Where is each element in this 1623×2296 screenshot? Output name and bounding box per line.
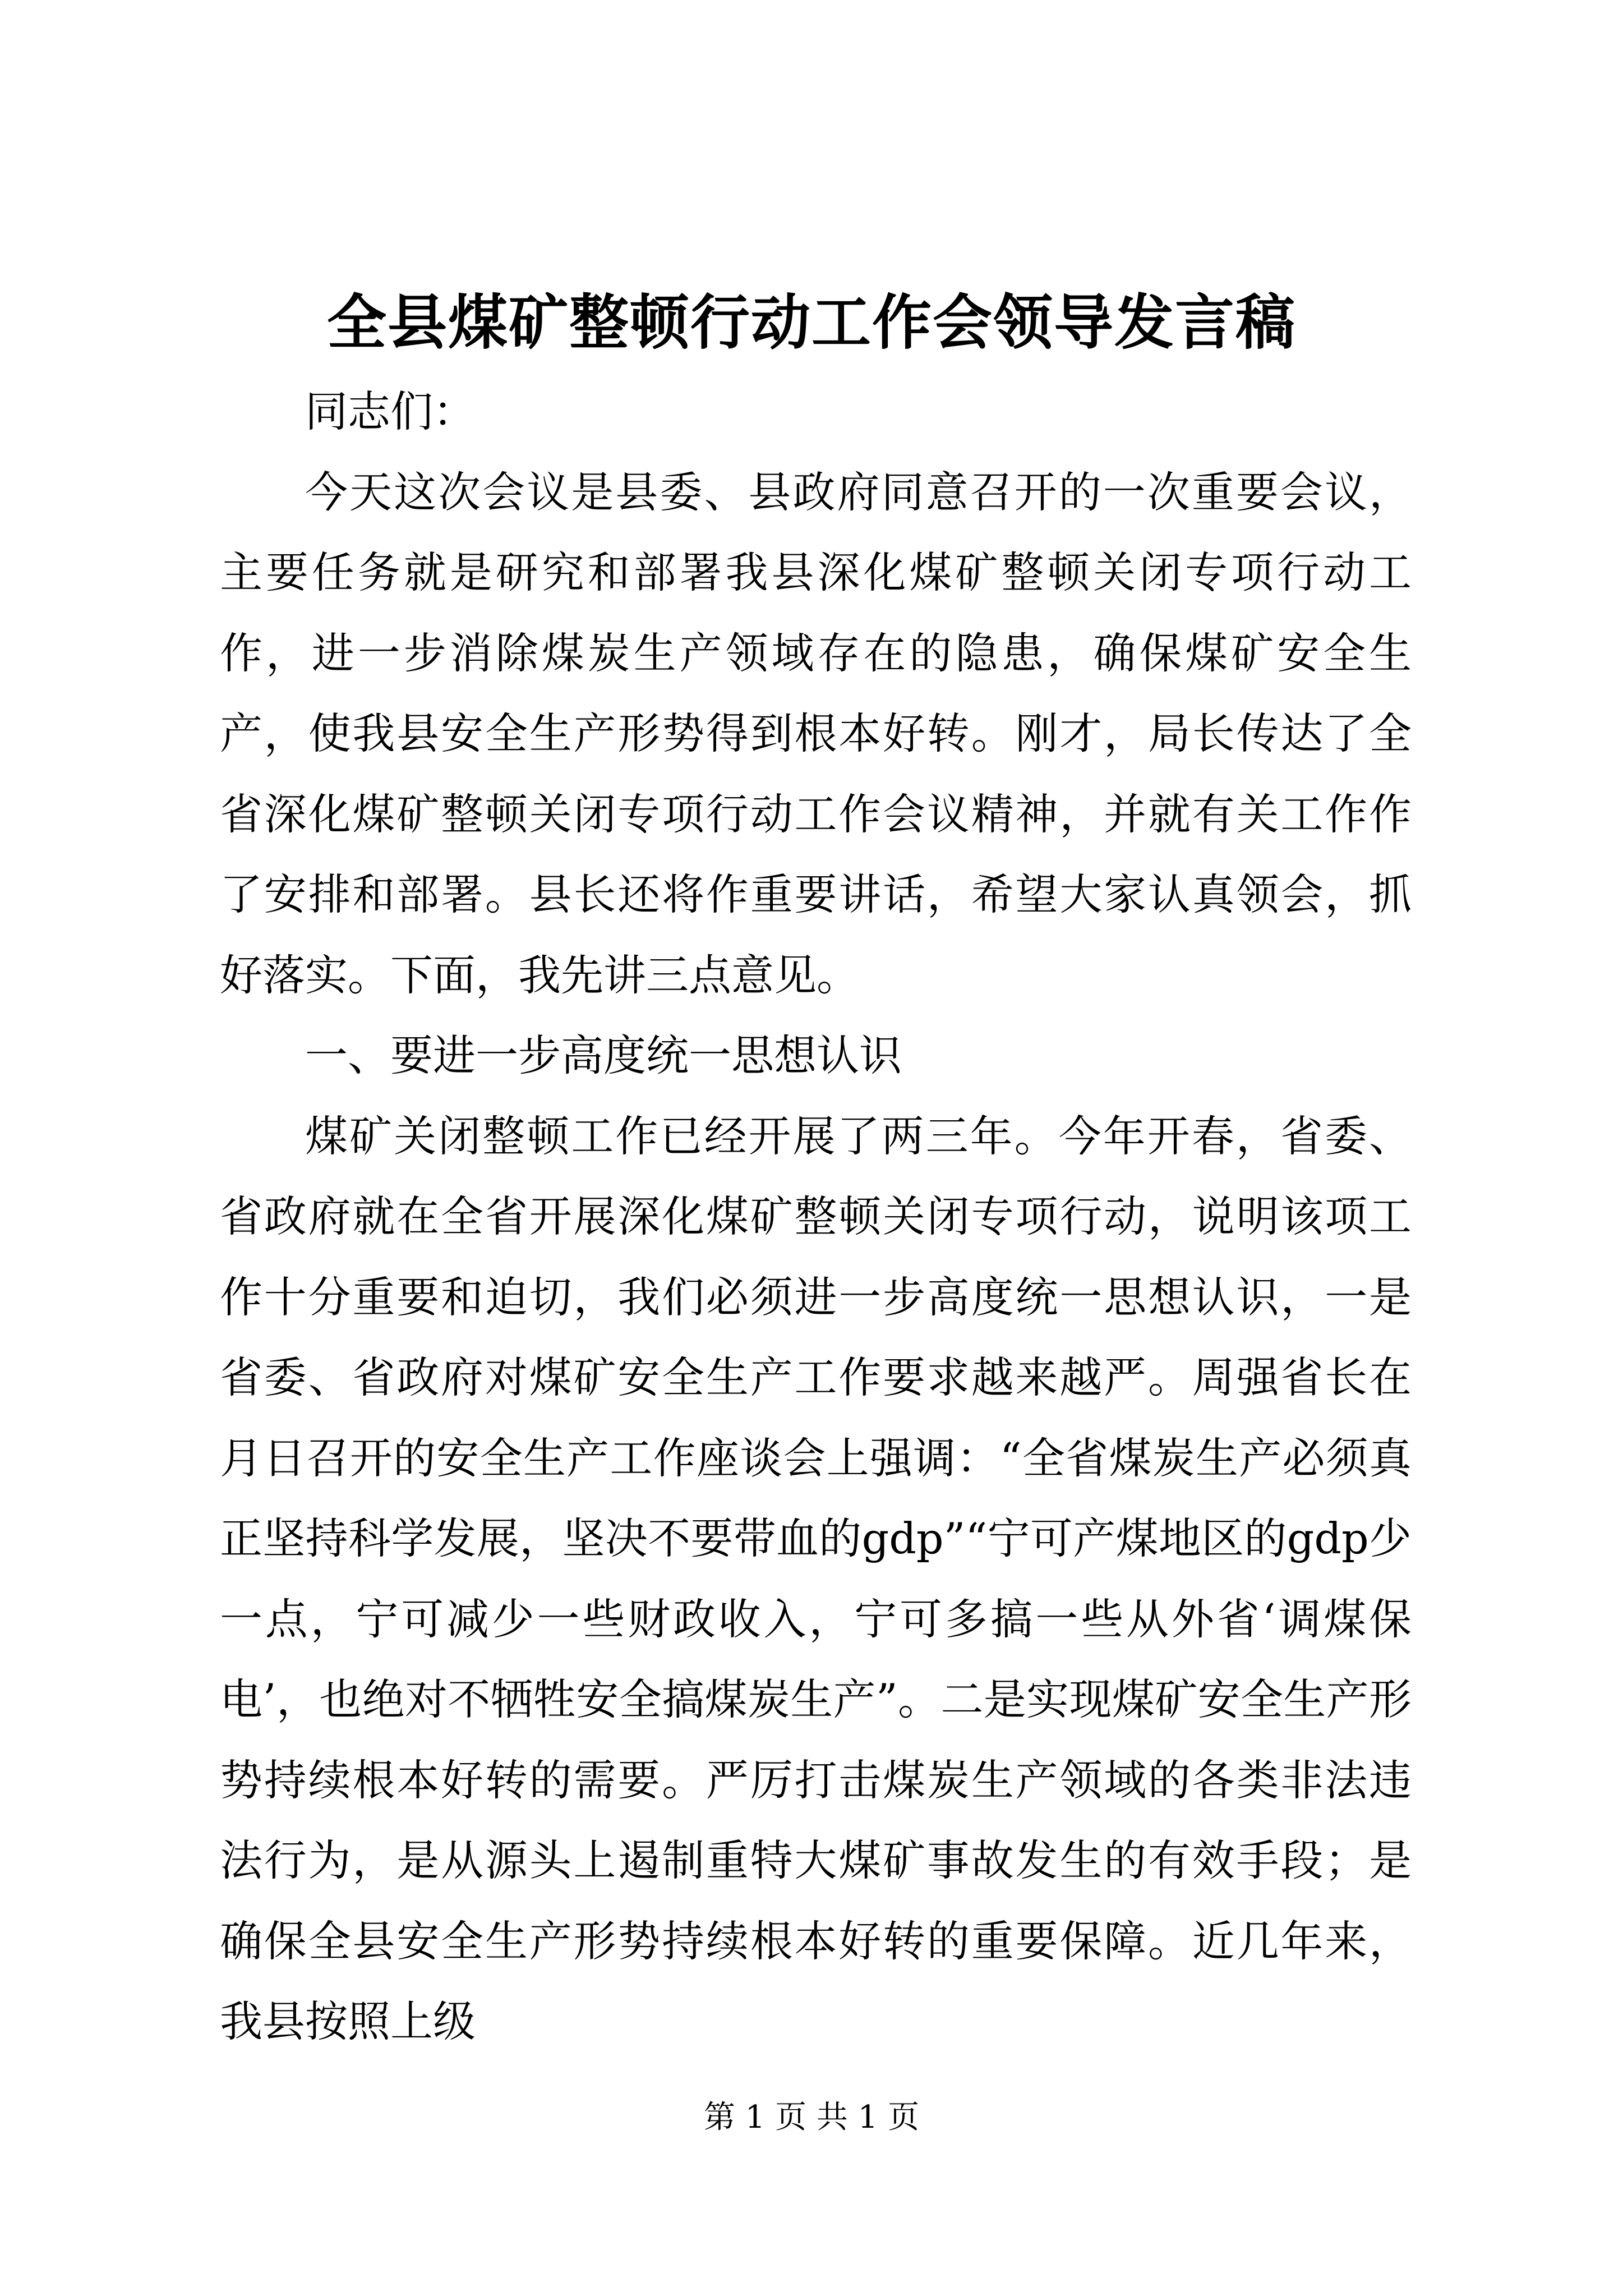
paragraph-salutation: 同志们： <box>305 386 476 436</box>
document-body <box>220 371 1412 2062</box>
section-heading-1: 一、要进一步高度统一思想认识 <box>305 1030 902 1080</box>
page-footer: 第 1 页 共 1 页 <box>703 2099 920 2136</box>
paragraph-intro: 今天这次会议是县委、县政府同意召开的一次重要会议，主要任务就是研究和部署我县深化煤矿整顿关闭专项行动工作，进一步消除煤炭生产领域存在的隐患，确保煤矿安全生产，使我县安全生产形势得到根本好转。刚才，局长传达了全省深化煤矿整顿关闭专项行动工作会议精神，并就有关工作作了安排和部署。县长还将作重要讲话，希望大家认真领会，抓好落实。下面，我先讲三点意见。 <box>220 467 1412 1000</box>
document-title: 全县煤矿整顿行动工作会领导发言稿 <box>327 287 1296 357</box>
paragraph-section-1: 煤矿关闭整顿工作已经开展了两三年。今年开春，省委、省政府就在全省开展深化煤矿整顿关闭专项行动，说明该项工作十分重要和迫切，我们必须进一步高度统一思想认识，一是省委、省政府对煤矿安全生产工作要求越来越严。周强省长在月日召开的安全生产工作座谈会上强调：“全省煤炭生产必须真正坚持科学发展，坚决不要带血的gdp”“宁可产煤地区的gdp少一点，宁可减少一些财政收入，宁可多搞一些从外省‘调煤保电’，也绝对不牺牲安全搞煤炭生产”。二是实现煤矿安全生产形势持续根本好转的需要。严厉打击煤炭生产领域的各类非法违法行为，是从源头上遏制重特大煤矿事故发生的有效手段；是确保全县安全生产形势持续根本好转的重要保障。近几年来，我县按照上级 <box>220 1111 1412 2046</box>
